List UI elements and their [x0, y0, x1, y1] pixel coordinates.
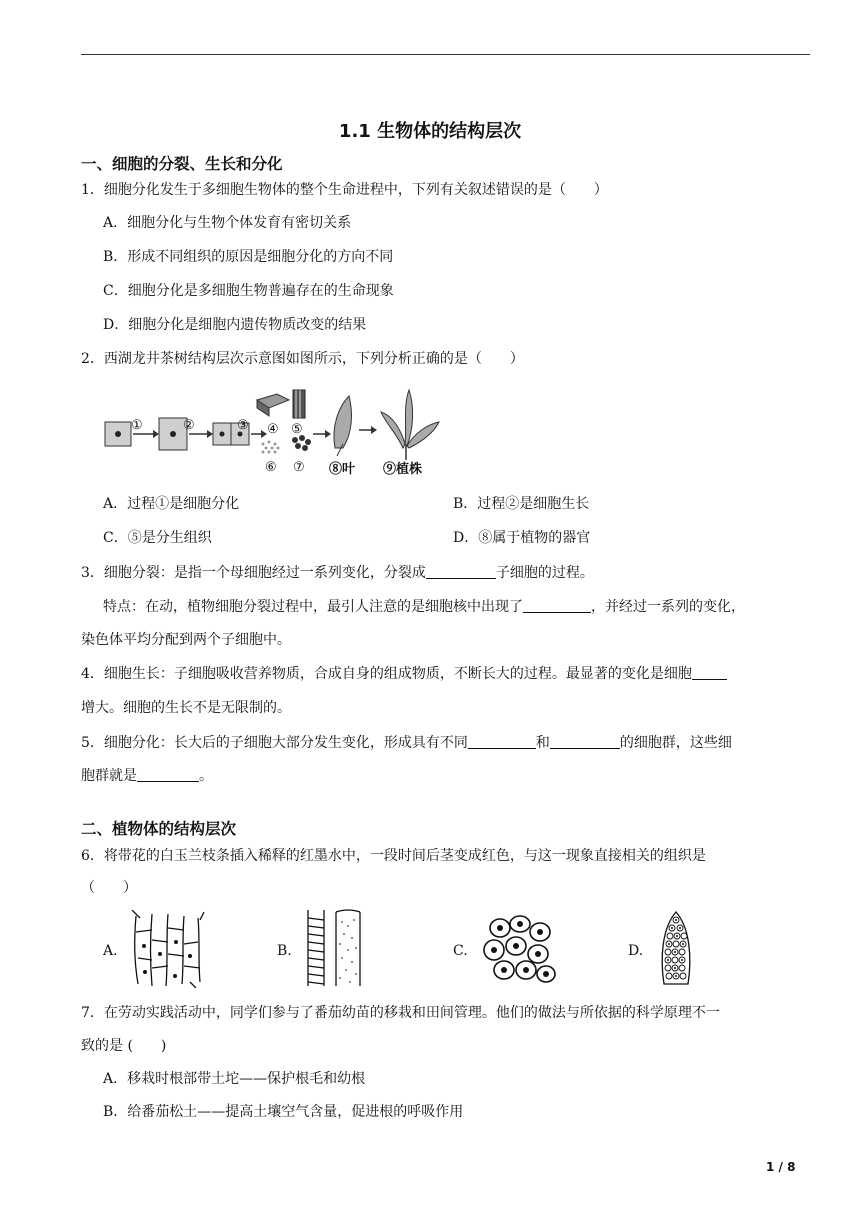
section-heading-1: 一、细胞的分裂、生长和分化	[81, 155, 283, 173]
q1-option-c: C．细胞分化是多细胞生物普遍存在的生命现象	[103, 283, 394, 299]
q2-option-b: B．过程②是细胞生长	[453, 496, 590, 512]
q6-stem-cont: （ ）	[81, 880, 137, 896]
q3-text-a1: 3．细胞分裂：是指一个母细胞经过一系列变化，分裂成	[81, 565, 426, 581]
epidermis-tissue-figure	[130, 910, 210, 988]
q1-stem: 1．细胞分化发生于多细胞生物体的整个生命进程中，下列有关叙述错误的是（ ）	[81, 182, 608, 198]
q6-option-b: B.	[277, 943, 292, 959]
q3-text-b2: ，并经过一系列的变化，	[591, 599, 745, 615]
q3-blank-1	[426, 564, 496, 579]
q5-text-a1: 5．细胞分化：长大后的子细胞大部分发生变化，形成具有不同	[81, 735, 468, 751]
q4-line-1	[81, 664, 727, 684]
q5-line-1	[81, 733, 732, 753]
q7-stem: 7．在劳动实践活动中，同学们参与了番茄幼苗的移栽和田间管理。他们的做法与所依据的科学原理不一	[81, 1005, 720, 1021]
q5-blank-3	[137, 767, 199, 782]
q7-option-b: B．给番茄松土——提高土壤空气含量，促进根的呼吸作用	[103, 1104, 464, 1120]
fig-label-5: ⑤	[291, 422, 303, 437]
q3-line-3: 染色体平均分配到两个子细胞中。	[81, 632, 291, 648]
tea-tree-structure-figure	[103, 386, 443, 482]
section-heading-2: 二、植物体的结构层次	[81, 820, 237, 838]
q5-text-b2: 。	[199, 768, 213, 784]
q6-option-c: C.	[453, 943, 468, 959]
meristem-tissue-figure	[656, 908, 696, 988]
fig-label-4: ④	[267, 422, 279, 437]
q3-blank-2	[523, 598, 591, 613]
fig-label-7: ⑦	[293, 460, 305, 475]
q4-text-a: 4．细胞生长：子细胞吸收营养物质，合成自身的组成物质，不断长大的过程。最显著的变化是细胞	[81, 666, 692, 682]
q1-option-d: D．细胞分化是细胞内遗传物质改变的结果	[103, 317, 367, 333]
fig-label-6: ⑥	[265, 460, 277, 475]
q2-option-d: D．⑧属于植物的器官	[453, 530, 591, 546]
q3-line-2	[103, 597, 745, 617]
q5-blank-2	[550, 734, 620, 749]
fig-label-2: ②	[183, 418, 195, 433]
fig-label-3: ③	[237, 418, 249, 433]
q1-option-b: B．形成不同组织的原因是细胞分化的方向不同	[103, 249, 394, 265]
q3-line-1	[81, 563, 594, 583]
q3-text-a2: 子细胞的过程。	[495, 565, 594, 581]
q5-blank-1	[468, 734, 536, 749]
q2-option-c: C．⑤是分生组织	[103, 530, 212, 546]
q5-text-a2: 和	[535, 735, 550, 751]
q2-option-a: A．过程①是细胞分化	[103, 496, 240, 512]
q6-option-d: D.	[628, 943, 644, 959]
q6-option-a: A.	[103, 943, 118, 959]
q5-line-2	[81, 766, 213, 786]
q5-text-b1: 胞群就是	[81, 768, 137, 784]
header-rule	[81, 54, 810, 55]
q6-stem: 6．将带花的白玉兰枝条插入稀释的红墨水中，一段时间后茎变成红色，与这一现象直接相关的组织是	[81, 848, 706, 864]
q3-text-b1: 特点：在动，植物细胞分裂过程中，最引人注意的是细胞核中出现了	[103, 599, 523, 615]
nutrient-tissue-figure	[480, 914, 560, 986]
page-number: 1 / 8	[766, 1160, 796, 1174]
q7-stem-cont: 致的是 ( )	[81, 1038, 167, 1054]
q7-option-a: A．移栽时根部带土坨——保护根毛和幼根	[103, 1071, 366, 1087]
q2-stem: 2．西湖龙井茶树结构层次示意图如图所示，下列分析正确的是（ ）	[81, 351, 524, 367]
fig-label-1: ①	[131, 418, 143, 433]
q4-blank-1	[692, 665, 727, 680]
q4-line-2: 增大。细胞的生长不是无限制的。	[81, 700, 291, 716]
fig-label-8: ⑧叶	[329, 462, 356, 477]
q5-text-a3: 的细胞群，这些细	[619, 735, 732, 751]
fig-label-9: ⑨植株	[383, 462, 423, 477]
q1-option-a: A．细胞分化与生物个体发育有密切关系	[103, 215, 352, 231]
page-title: 1.1 生物体的结构层次	[338, 121, 522, 142]
conducting-tissue-figure	[300, 908, 368, 988]
